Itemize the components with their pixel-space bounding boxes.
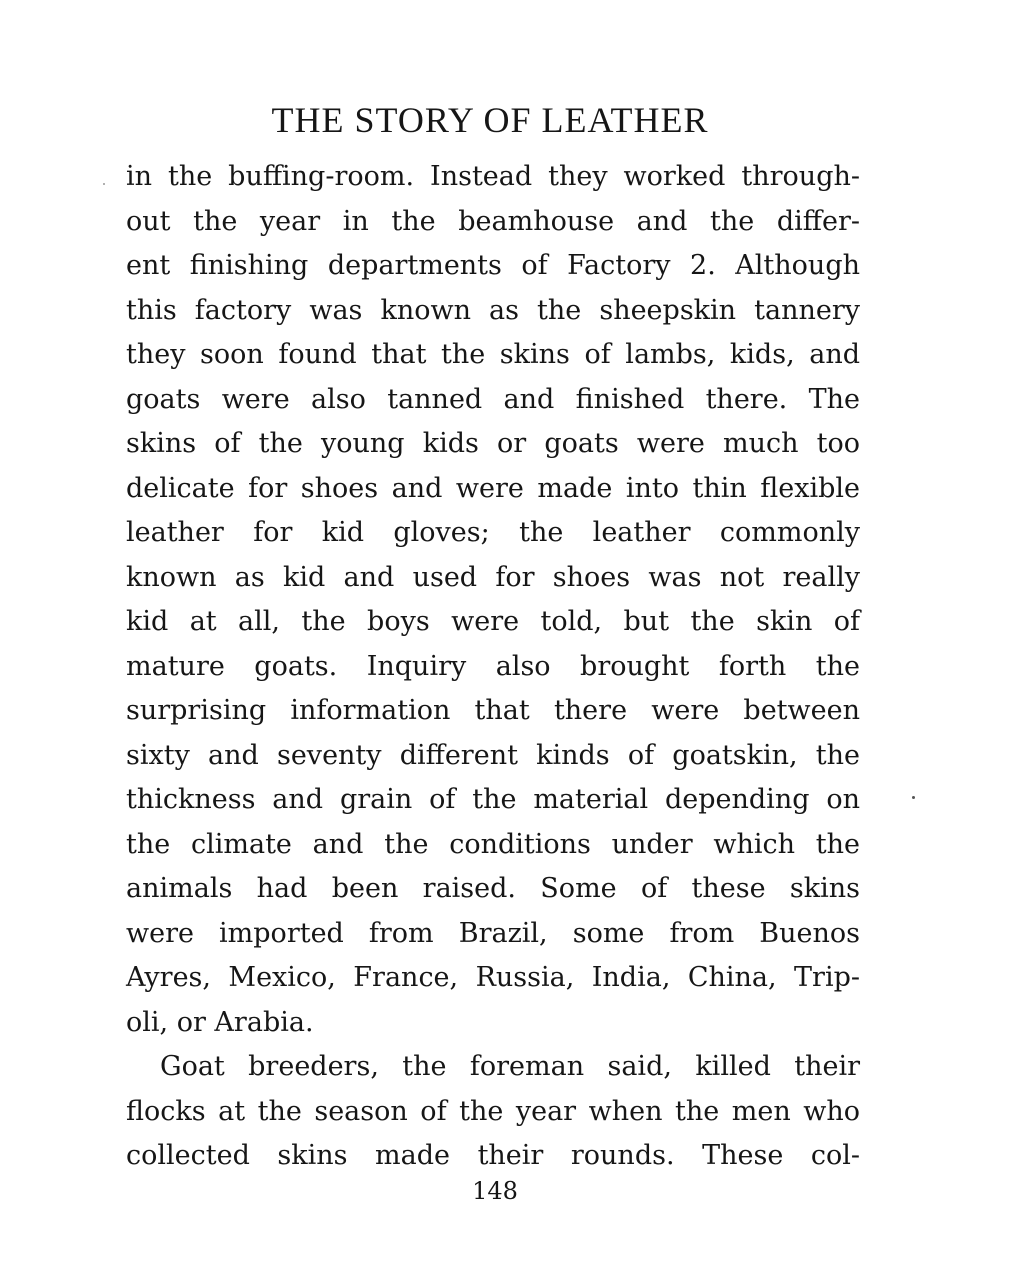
text-line: ent finishing departments of Factory 2. Although [126, 250, 860, 281]
text-line: they soon found that the skins of lambs, kids, and [126, 339, 860, 370]
text-line: goats were also tanned and finished there. The [126, 383, 860, 415]
text-line: surprising information that there were between [126, 695, 860, 726]
text-line: mature goats. Inquiry also brought forth the [126, 650, 860, 682]
text-line: in the buffing-room. Instead they worked through- [126, 161, 860, 192]
text-line: collected skins made their rounds. These col- [126, 1140, 860, 1171]
body-text [126, 155, 860, 1179]
scan-speck [912, 796, 915, 799]
running-head: THE STORY OF LEATHER [271, 100, 709, 140]
text-line: delicate for shoes and were made into thin flexible [126, 472, 860, 504]
text-line: oli, or Arabia. [126, 1006, 314, 1038]
text-line: animals had been raised. Some of these skins [126, 873, 860, 904]
scan-speck [103, 183, 105, 185]
page-number: 148 [472, 1177, 518, 1205]
text-line: flocks at the season of the year when the men who [126, 1095, 860, 1127]
text-line: thickness and grain of the material depending on [126, 784, 860, 815]
text-line: Goat breeders, the foreman said, killed their [160, 1051, 860, 1082]
text-line: this factory was known as the sheepskin tannery [126, 294, 860, 326]
text-line: kid at all, the boys were told, but the skin of [126, 606, 860, 637]
text-line: Ayres, Mexico, France, Russia, India, China, Trip- [126, 962, 860, 993]
text-line: were imported from Brazil, some from Buenos [126, 917, 860, 949]
text-line: known as kid and used for shoes was not really [126, 561, 860, 593]
text-line: sixty and seventy different kinds of goatskin, the [126, 739, 860, 771]
text-line: the climate and the conditions under which the [126, 828, 860, 860]
text-line: skins of the young kids or goats were much too [126, 428, 860, 459]
text-line: out the year in the beamhouse and the differ- [126, 205, 860, 237]
text-line: leather for kid gloves; the leather commonly [126, 517, 860, 548]
